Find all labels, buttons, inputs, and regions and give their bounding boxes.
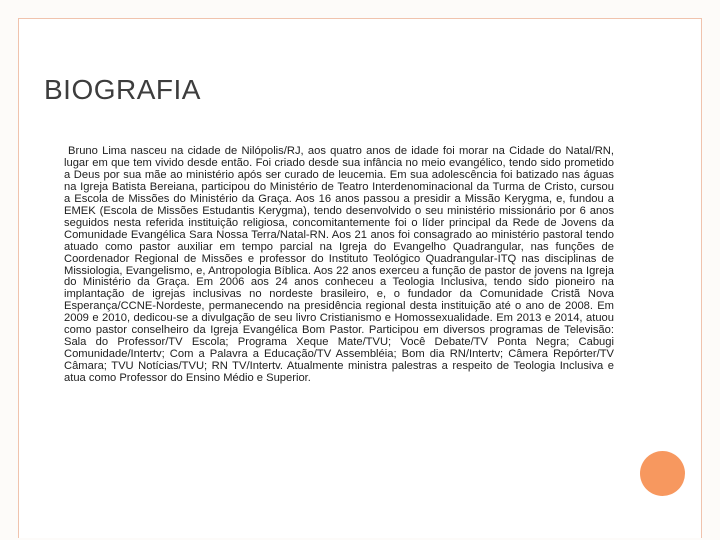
decorative-circle [640, 451, 685, 496]
slide-title: BIOGRAFIA [44, 74, 201, 105]
biography-text: Bruno Lima nasceu na cidade de Nilópolis/RJ, aos quatro anos de idade foi morar na Cidade do Natal/RN, lugar em que tem vivido desde então. Foi criado desde sua infância no meio evangélico, tendo sido prometido a Deus por sua mãe ao ministério após ser curado de leucemia. Em sua adolescência foi batizado nas águas na Igreja Batista Bereiana, participou do Ministério de Teatro Interdenominacional da Turma de Cristo, cursou a Escola de Missões do Ministério da Graça. Aos 16 anos passou a presidir a Missão Kerygma, e, fundou a EMEK (Escola de Missões Estudantis Kerygma), tendo desenvolvido o seu ministério missionário por 6 anos seguidos nesta referida instituição religiosa, concomitantemente foi o líder principal da Rede de Jovens da Comunidade Evangélica Sara Nossa Terra/Natal-RN. Aos 21 anos foi consagrado ao ministério pastoral tendo atuado como pastor auxiliar em tempo parcial na Igreja do Evangelho Quadrangular, nas funções de Coordenador Regional de Missões e professor do Instituto Teológico Quadrangular-ITQ nas disciplinas de Missiologia, Evangelismo, e, Antropologia Bíblica. Aos 22 anos exerceu a função de pastor de jovens na Igreja do Ministério da Graça. Em 2006 aos 24 anos conheceu a Teologia Inclusiva, tendo sido pioneiro na implantação de igrejas inclusivas no nordeste brasileiro, e, o fundador da Comunidade Cristã Nova Esperança/CCNE-Nordeste, permanecendo na presidência regional desta instituição até o ano de 2008. Em 2009 e 2010, dedicou-se a divulgação de seu livro Cristianismo e Homossexualidade. Em 2013 e 2014, atuou como pastor conselheiro da Igreja Evangélica Bom Pastor. Participou em diversos programas de Televisão: Sala do Professor/TV Escola; Programa Xeque Mate/TVU; Você Debate/TV Ponta Negra; Cabugi Comunidade/Intertv; Com a Palavra a Educação/TV Assembléia; Bom dia RN/Intertv; Câmera Repórter/TV Câmara; TVU Notícias/TVU; RN TV/Intertv. Atualmente ministra palestras a respeito de Teologia Inclusiva e atua como Professor do Ensino Médio e Superior. [64, 145, 614, 385]
